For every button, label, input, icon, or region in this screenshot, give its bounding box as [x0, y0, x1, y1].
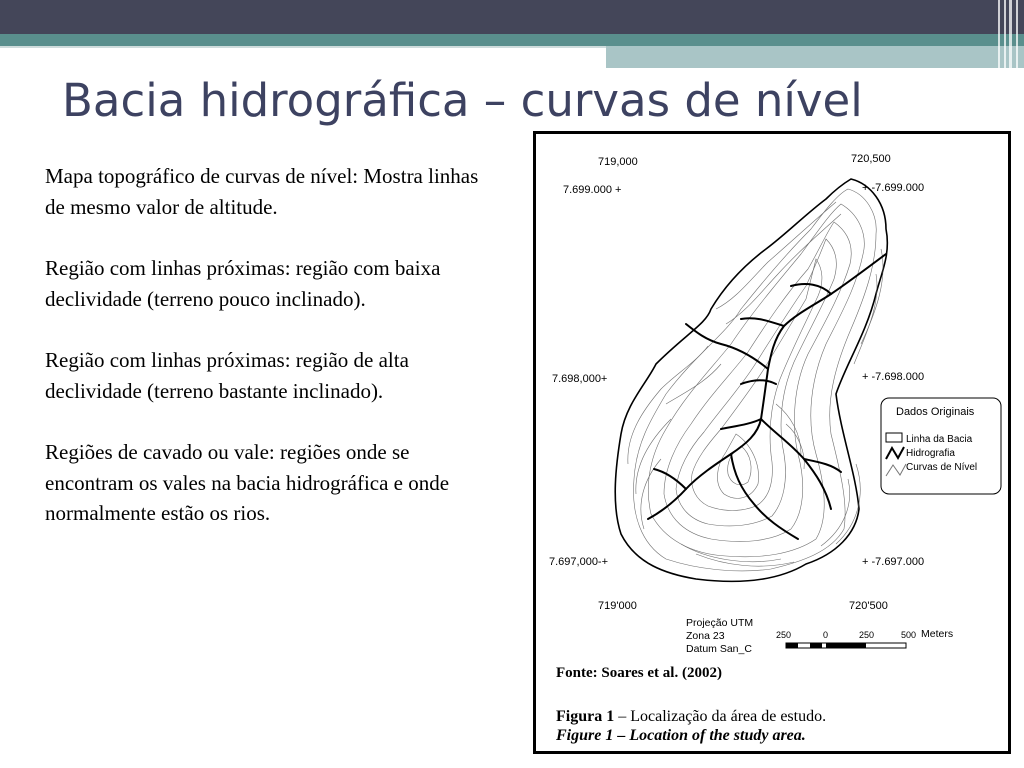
projection-line-1: Projeção UTM — [686, 617, 754, 629]
header-bar-strip — [0, 46, 606, 48]
coord-bottom-left-x: 719'000 — [598, 600, 637, 612]
header-bar-teal — [0, 34, 1024, 46]
legend-item-contour: Curvas de Nível — [906, 462, 978, 473]
map-legend — [881, 398, 1001, 494]
header-edge-lines — [994, 0, 1024, 68]
coord-bottom-right-x: 720'500 — [849, 600, 888, 612]
header-bar-dark — [0, 0, 1024, 34]
coord-y-mid-left: 7.698,000+ — [552, 373, 608, 385]
coord-y-bottom-right: + -7.697.000 — [862, 556, 925, 568]
caption-pt-label: Figura 1 — [556, 708, 615, 725]
scale-unit: Meters — [921, 628, 954, 640]
figure-source: Fonte: Soares et al. (2002) — [556, 665, 722, 681]
paragraph-4: Regiões de cavado ou vale: regiões onde se encontram os vales na bacia hidrográfica e onde normalmente estão os rios. — [45, 440, 450, 525]
scale-tick-1: 250 — [776, 630, 792, 640]
figure-caption-pt — [556, 708, 826, 726]
paragraph-3: Região com linhas próximas: região de alta declividade (terreno bastante inclinado). — [45, 348, 409, 403]
coord-y-bottom-left: 7.697,000-+ — [549, 556, 609, 568]
coord-y-mid-right: + -7.698.000 — [862, 371, 925, 383]
paragraph-2: Região com linhas próximas: região com baixa declividade (terreno pouco inclinado). — [45, 256, 441, 311]
scale-tick-2: 0 — [823, 630, 829, 640]
topographic-map-figure — [533, 131, 1011, 754]
paragraph-1: Mapa topográfico de curvas de nível: Mostra linhas de mesmo valor de altitude. — [45, 164, 479, 219]
scale-bar — [786, 643, 906, 648]
coord-top-right-x: 720,500 — [851, 153, 891, 165]
coord-y-top-left: 7.699.000 + — [563, 184, 622, 196]
legend-item-hydro: Hidrografia — [906, 448, 955, 459]
slide-title: Bacia hidrográfica – curvas de nível — [62, 74, 863, 127]
map-drawing — [536, 134, 1008, 751]
scale-tick-4: 500 — [901, 630, 917, 640]
projection-line-2: Zona 23 — [686, 630, 725, 642]
legend-title: Dados Originais — [896, 406, 975, 418]
coord-y-top-right: + -7.699.000 — [862, 182, 925, 194]
header-bar-light — [606, 46, 1024, 68]
legend-item-basin: Linha da Bacia — [906, 434, 973, 445]
figure-caption-en: Figure 1 – Location of the study area. — [556, 727, 806, 744]
coord-top-left-x: 719,000 — [598, 156, 638, 168]
scale-tick-3: 250 — [859, 630, 875, 640]
caption-pt-text: – Localização da área de estudo. — [614, 708, 827, 725]
projection-line-3: Datum San_C — [686, 643, 752, 655]
body-text — [45, 161, 495, 560]
